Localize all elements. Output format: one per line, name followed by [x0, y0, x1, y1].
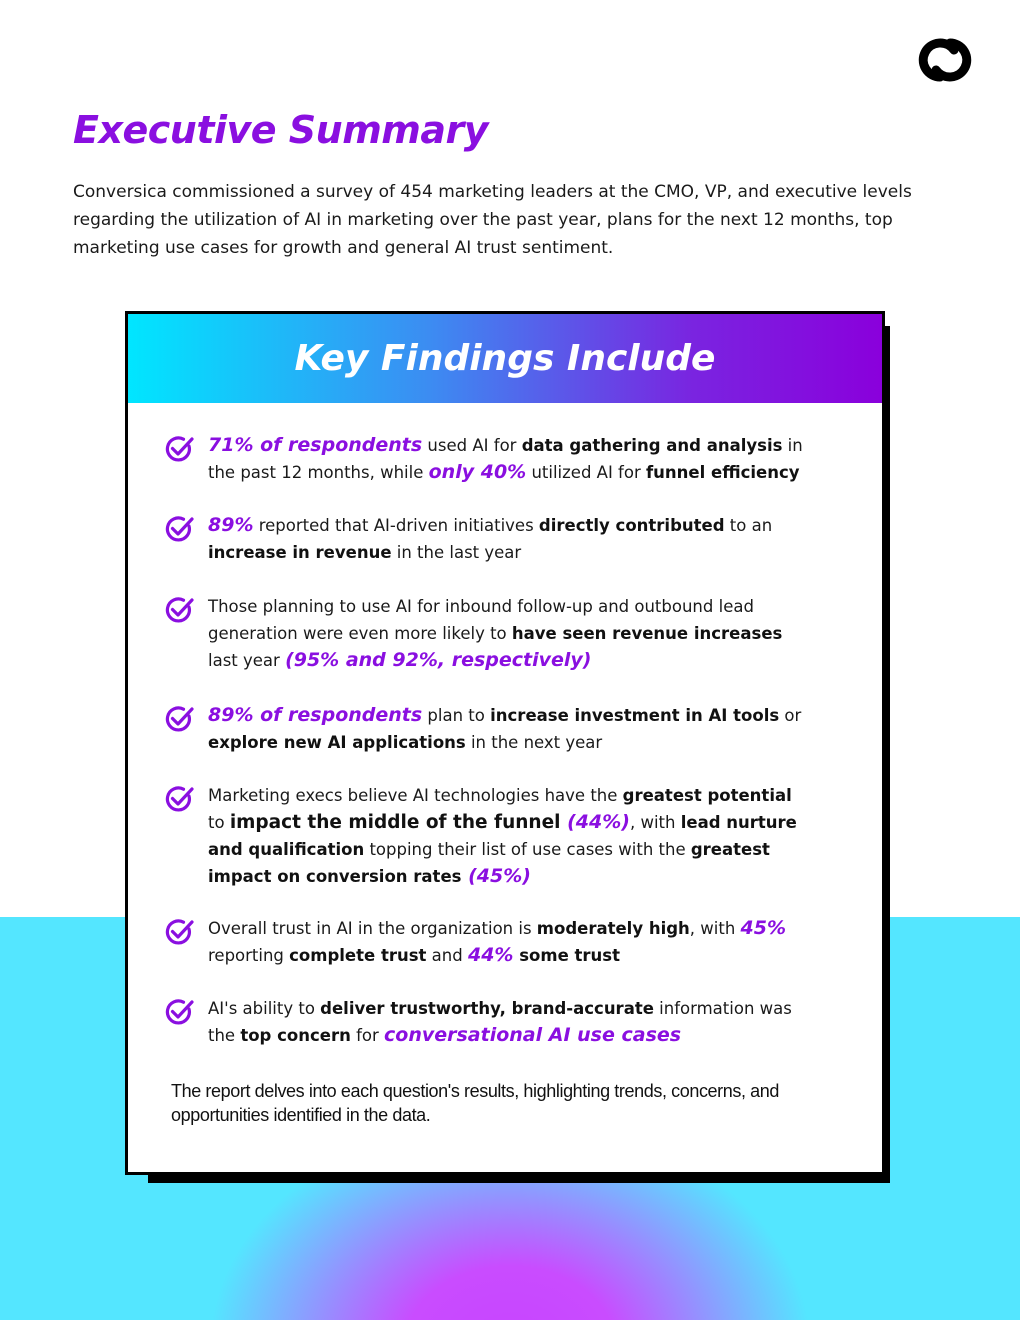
- check-circle-icon: [165, 918, 195, 946]
- chain-link-logo-icon: [910, 30, 980, 90]
- check-circle-icon: [165, 596, 195, 624]
- finding-item: 89% of respondents plan to increase investment in AI tools or explore new AI applications in the next year: [165, 702, 805, 756]
- card-header: [128, 314, 882, 403]
- outro-paragraph: The report delves into each question's results, highlighting trends, concerns, and opportunities identified in the data.: [171, 1081, 780, 1125]
- check-circle-icon: [165, 435, 195, 463]
- finding-item: Marketing execs believe AI technologies have the greatest potential to impact the middle of the funnel (44%), with lead nurture and qualification topping their list of use cases with the greatest impact on conversion rates (45%): [165, 782, 805, 890]
- check-circle-icon: [165, 705, 195, 733]
- page-title: Executive Summary: [73, 108, 489, 152]
- intro-paragraph: Conversica commissioned a survey of 454 marketing leaders at the CMO, VP, and executive levels regarding the utilization of AI in marketing over the past year, plans for the next 12 months, top marketing use cases for growth and general AI trust sentiment.: [73, 182, 912, 258]
- finding-item: AI's ability to deliver trustworthy, brand-accurate information was the top concern for conversational AI use cases: [165, 995, 805, 1049]
- check-circle-icon: [165, 998, 195, 1026]
- finding-item: 89% reported that AI-driven initiatives directly contributed to an increase in revenue in the last year: [165, 512, 805, 566]
- check-circle-icon: [165, 785, 195, 813]
- finding-item: 71% of respondents used AI for data gathering and analysis in the past 12 months, while only 40% utilized AI for funnel efficiency: [165, 432, 805, 486]
- key-findings-card: [125, 311, 885, 1175]
- finding-item: Overall trust in AI in the organization is moderately high, with 45% reporting complete trust and 44% some trust: [165, 915, 805, 969]
- check-circle-icon: [165, 515, 195, 543]
- card-heading: Key Findings Include: [294, 338, 716, 379]
- finding-item: Those planning to use AI for inbound follow-up and outbound lead generation were even more likely to have seen revenue increases last year (95% and 92%, respectively): [165, 593, 805, 674]
